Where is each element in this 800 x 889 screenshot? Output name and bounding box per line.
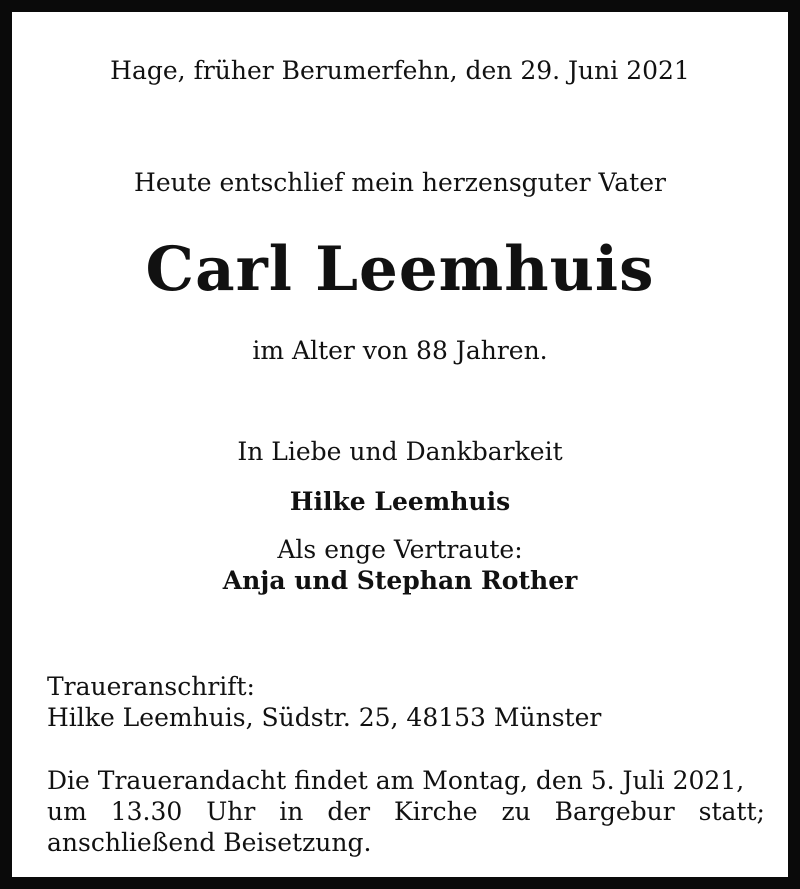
service-word: Bargebur (554, 797, 675, 826)
service-word: um (47, 797, 87, 826)
service-line-2 (47, 796, 765, 827)
deceased-name: Carl Leemhuis (145, 234, 655, 305)
service-word: 13.30 (110, 797, 183, 826)
place-date: Hage, früher Berumerfehn, den 29. Juni 2021 (110, 56, 690, 85)
service-line-3: anschließend Beisetzung. (47, 828, 372, 857)
age-line: im Alter von 88 Jahren. (252, 336, 548, 365)
service-line-1: Die Trauerandacht findet am Montag, den 5. Juli 2021, (47, 766, 745, 795)
address-label: Traueranschrift: (47, 672, 255, 701)
service-word: Uhr (206, 797, 256, 826)
service-word: statt; (698, 797, 765, 826)
address-text: Hilke Leemhuis, Südstr. 25, 48153 Münster (47, 703, 602, 732)
confidants-label: Als enge Vertraute: (277, 535, 523, 564)
service-word: in (279, 797, 304, 826)
confidants-names: Anja und Stephan Rother (222, 566, 578, 595)
service-word: Kirche (393, 797, 478, 826)
intro-text: Heute entschlief mein herzensguter Vater (134, 168, 666, 197)
address-block (47, 671, 765, 733)
mourner-name: Hilke Leemhuis (289, 487, 511, 516)
service-word: zu (501, 797, 531, 826)
service-word: der (327, 797, 371, 826)
service-block (47, 765, 765, 858)
love-line: In Liebe und Dankbarkeit (237, 437, 563, 466)
